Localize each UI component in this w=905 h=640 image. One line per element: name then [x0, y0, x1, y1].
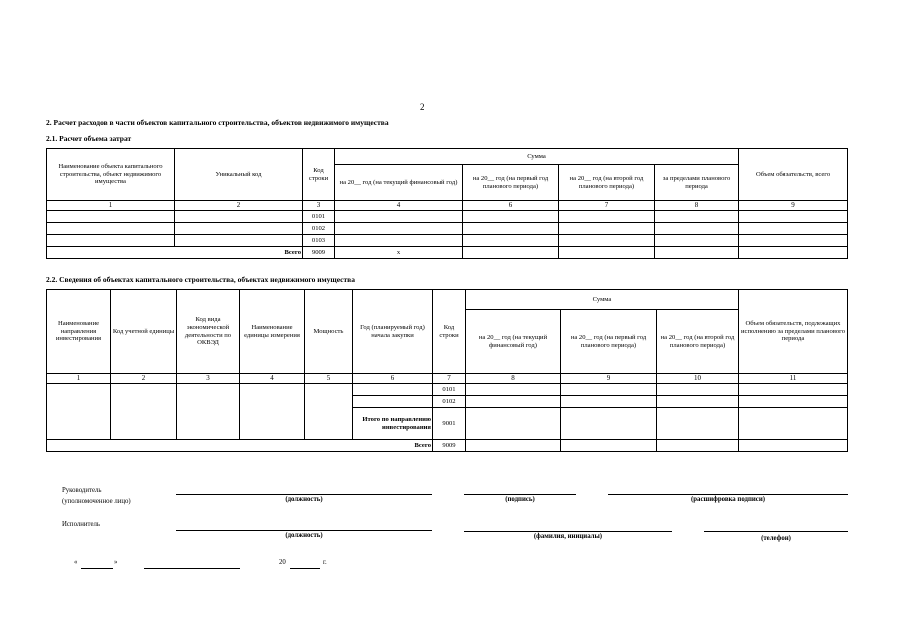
input-cell[interactable] [657, 384, 739, 396]
col-number: 9 [561, 374, 657, 384]
header-unique-code: Уникальный код [175, 149, 303, 201]
col-number: 3 [177, 374, 240, 384]
col-number: 1 [47, 201, 175, 211]
input-cell[interactable] [559, 211, 655, 223]
phone-caption: (телефон) [761, 535, 791, 542]
input-cell[interactable] [739, 223, 848, 235]
header-first-plan-year: на 20__ год (на первый год планового периода) [463, 165, 559, 201]
header-object-name: Наименование объекта капитального строительства, объект недвижимого имущества [47, 149, 175, 201]
header-year: Год (планируемый год) начала закупки [353, 290, 433, 374]
decoding-caption: (расшифровка подписи) [691, 496, 765, 503]
header-sum: Сумма [466, 290, 739, 310]
date-year-line[interactable] [290, 568, 320, 569]
total-label: Всего [47, 440, 433, 452]
row-code: 0103 [303, 235, 335, 247]
input-cell[interactable] [305, 384, 353, 440]
input-cell[interactable] [655, 223, 739, 235]
date-year-suffix: г. [323, 559, 327, 566]
header-row-code: Код строки [303, 149, 335, 201]
input-cell[interactable] [655, 235, 739, 247]
input-cell[interactable] [559, 247, 655, 259]
executor-position-caption: (должность) [285, 532, 323, 539]
position-line[interactable] [176, 494, 432, 495]
header-capacity: Мощность [305, 290, 353, 374]
input-cell[interactable] [463, 235, 559, 247]
header-first-plan-year: на 20__ год (на первый год планового периода) [561, 310, 657, 374]
col-number: 4 [240, 374, 305, 384]
col-number: 1 [47, 374, 111, 384]
total-code: 9009 [433, 440, 466, 452]
page-number: 2 [420, 102, 425, 112]
date-year-prefix: 20 [279, 559, 286, 566]
table-row [47, 384, 848, 396]
executor-label: Исполнитель [62, 521, 101, 528]
header-okved: Код вида экономической деятельности по ОКВЭД [177, 290, 240, 374]
header-second-plan-year: на 20__ год (на второй год планового периода) [559, 165, 655, 201]
input-cell[interactable] [240, 384, 305, 440]
input-cell[interactable] [655, 211, 739, 223]
col-number: 7 [433, 374, 466, 384]
input-cell[interactable] [335, 211, 463, 223]
input-cell[interactable] [463, 211, 559, 223]
input-cell[interactable] [657, 396, 739, 408]
input-cell[interactable] [739, 440, 848, 452]
input-cell[interactable] [175, 211, 303, 223]
total-code: 9009 [303, 247, 335, 259]
row-code: 0101 [433, 384, 466, 396]
header-beyond-plan: за пределами планового периода [655, 165, 739, 201]
col-number: 9 [739, 201, 848, 211]
row-code: 0102 [303, 223, 335, 235]
objects-info-table [46, 289, 848, 452]
signature-caption: (подпись) [505, 496, 535, 503]
input-cell[interactable] [466, 440, 561, 452]
col-number: 8 [655, 201, 739, 211]
header-current-year: на 20__ год (на текущий финансовый год) [335, 165, 463, 201]
subtotal-label: Итого по направлению инвестирования [353, 408, 433, 440]
input-cell[interactable] [111, 384, 177, 440]
position-caption: (должность) [285, 496, 323, 503]
input-cell[interactable] [655, 247, 739, 259]
header-unit-name: Наименование единицы измерения [240, 290, 305, 374]
col-number: 4 [335, 201, 463, 211]
input-cell[interactable] [47, 211, 175, 223]
table-row [47, 211, 848, 223]
input-cell[interactable] [466, 396, 561, 408]
head-sub-label: (уполномоченное лицо) [62, 498, 131, 505]
input-cell[interactable] [466, 384, 561, 396]
input-cell[interactable] [739, 384, 848, 396]
input-cell[interactable] [353, 384, 433, 396]
cost-calculation-table [46, 148, 848, 259]
header-row-code: Код строки [433, 290, 466, 374]
input-cell[interactable] [561, 384, 657, 396]
col-number: 2 [175, 201, 303, 211]
col-number: 6 [353, 374, 433, 384]
input-cell[interactable] [559, 235, 655, 247]
input-cell[interactable] [657, 440, 739, 452]
header-obligations: Объем обязательств, всего [739, 149, 848, 201]
header-sum: Сумма [335, 149, 739, 165]
col-number: 6 [463, 201, 559, 211]
header-obligations: Объем обязательств, подлежащих исполнению за пределами планового периода [739, 290, 848, 374]
input-cell[interactable] [47, 384, 111, 440]
total-row [47, 440, 848, 452]
input-cell[interactable] [47, 223, 175, 235]
input-cell[interactable] [335, 223, 463, 235]
subsection-title-2-2: 2.2. Сведения об объектах капитального строительства, объектах недвижимого имущества [46, 275, 355, 284]
full-name-caption: (фамилия, инициалы) [533, 533, 603, 540]
input-cell[interactable] [561, 396, 657, 408]
signature-line[interactable] [464, 494, 576, 495]
input-cell[interactable] [739, 247, 848, 259]
total-label: Всего [47, 247, 303, 259]
phone-line[interactable] [704, 531, 848, 532]
input-cell[interactable] [739, 211, 848, 223]
input-cell[interactable] [657, 408, 739, 440]
input-cell[interactable] [463, 247, 559, 259]
input-cell[interactable] [463, 223, 559, 235]
subsection-title-2-1: 2.1. Расчет объема затрат [46, 134, 132, 143]
full-name-line[interactable] [464, 531, 672, 532]
date-day-line[interactable] [81, 568, 113, 569]
decoding-line[interactable] [608, 494, 848, 495]
col-number: 3 [303, 201, 335, 211]
input-cell[interactable] [739, 408, 848, 440]
col-number: 11 [739, 374, 848, 384]
row-code: 0101 [303, 211, 335, 223]
date-quote-open: « [74, 559, 78, 566]
input-cell[interactable] [739, 396, 848, 408]
section-title: 2. Расчет расходов в части объектов капитального строительства, объектов недвижимого имущества [46, 118, 389, 127]
table-row [47, 235, 848, 247]
input-cell[interactable] [739, 235, 848, 247]
header-second-plan-year: на 20__ год (на второй год планового периода) [657, 310, 739, 374]
input-cell[interactable] [47, 235, 175, 247]
subtotal-code: 9001 [433, 408, 466, 440]
input-cell[interactable] [177, 384, 240, 440]
input-cell[interactable] [335, 235, 463, 247]
input-cell[interactable] [561, 408, 657, 440]
head-label: Руководитель [62, 487, 102, 494]
header-direction: Наименование направления инвестирования [47, 290, 111, 374]
input-cell[interactable] [175, 223, 303, 235]
col-number: 7 [559, 201, 655, 211]
input-cell[interactable] [353, 396, 433, 408]
col-number: 5 [305, 374, 353, 384]
col-number: 8 [466, 374, 561, 384]
row-code: 0102 [433, 396, 466, 408]
col-number: 10 [657, 374, 739, 384]
total-x-mark: x [335, 247, 463, 259]
input-cell[interactable] [175, 235, 303, 247]
header-current-year: на 20__ год (на текущий финансовый год) [466, 310, 561, 374]
date-month-line[interactable] [144, 568, 240, 569]
table-row [47, 223, 848, 235]
input-cell[interactable] [561, 440, 657, 452]
date-quote-close: » [114, 559, 118, 566]
col-number: 2 [111, 374, 177, 384]
input-cell[interactable] [559, 223, 655, 235]
input-cell[interactable] [466, 408, 561, 440]
total-row [47, 247, 848, 259]
executor-position-line[interactable] [176, 530, 432, 531]
header-account-code: Код учетной единицы [111, 290, 177, 374]
